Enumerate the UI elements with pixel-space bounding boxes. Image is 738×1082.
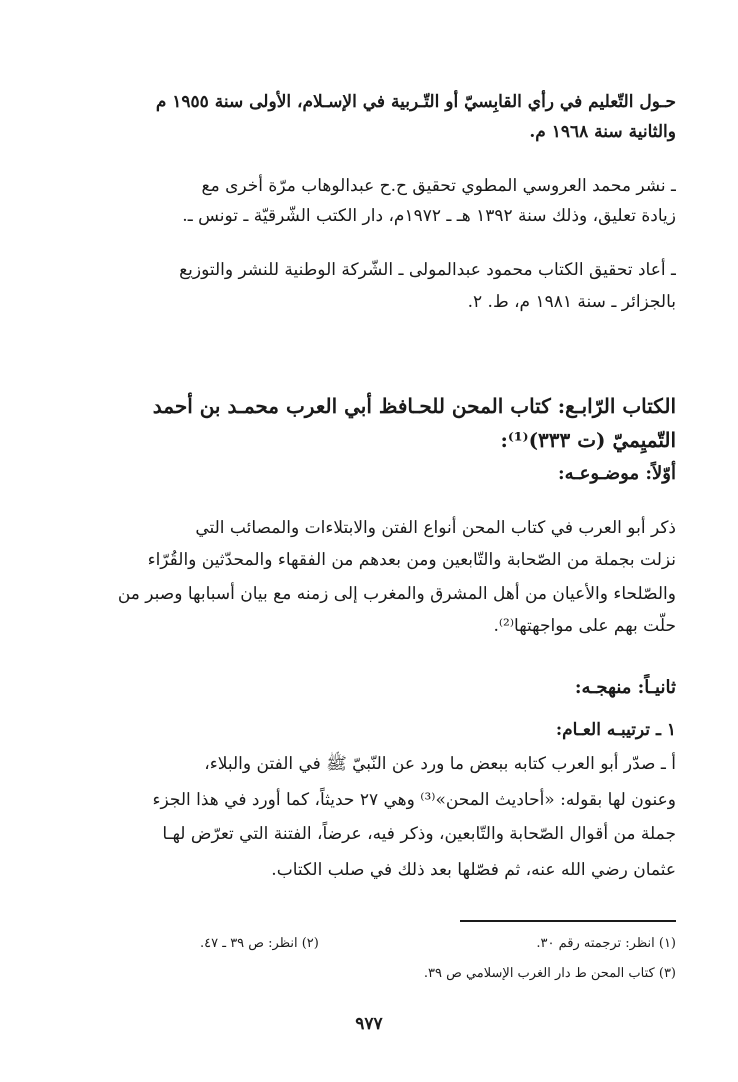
text-line: والثانية سنة ١٩٦٨ م.	[529, 122, 676, 142]
footnote: (٣) كتاب المحن ط دار الغرب الإسلامي ص ٣٩.	[423, 966, 676, 981]
section-title: الكتاب الرّابـع: كتاب المحن للحـافظ أبي العرب محمـد بن أحمد	[152, 394, 676, 418]
text-line: ذكر أبو العرب في كتاب المحن أنواع الفتن والابتلاءات والمصائب التي	[195, 518, 676, 538]
text-line: ـ أعاد تحقيق الكتاب محمود عبدالمولى ـ الشّركة الوطنية للنشر والتوزيع	[179, 260, 676, 280]
text-line: جملة من أقوال الصّحابة والتّابعين، وذكر فيه، عرضاً، الفتنة التي تعرّض لهـا	[162, 824, 676, 844]
text-line: زيادة تعليق، وذلك سنة ١٣٩٢ هـ ـ ١٩٧٢م، دار الكتب الشّرقيّة ـ تونس ـ.	[182, 206, 676, 226]
subheading: أوّلاً: موضـوعـه:	[558, 463, 676, 484]
footnote: (٢) انظر: ص ٣٩ ـ ٤٧.	[200, 936, 319, 951]
footnote: (١) انظر: ترجمته رقم ٣٠.	[536, 936, 676, 951]
text-line: ـ نشر محمد العروسي المطوي تحقيق ح.ح عبدالوهاب مرّة أخرى مع	[201, 176, 676, 196]
subheading: ثانيـاً: منهجـه:	[574, 677, 676, 698]
text-line: بالجزائر ـ سنة ١٩٨١ م، ط. ٢.	[467, 292, 676, 312]
text-line: أ ـ صدّر أبو العرب كتابه ببعض ما ورد عن النّبيّ ﷺ في الفتن والبلاء،	[204, 754, 676, 774]
text-line: وعنون لها بقوله: «أحاديث المحن»⁽³⁾ وهي ٢٧ حديثاً، كما أورد في هذا الجزء	[152, 790, 676, 810]
text-line: والصّلحاء والأعيان من أهل المشرق والمغرب إلى زمنه مع بيان أسبابها وصبر من	[117, 584, 676, 604]
text-line: نزلت بجملة من الصّحابة والتّابعين ومن بعدهم من الفقهاء والمحدّثين والقُرّاء	[147, 550, 676, 570]
page-number: ٩٧٧	[355, 1014, 383, 1034]
subheading: ١ ـ ترتيبـه العـام:	[555, 720, 676, 740]
text-line: حلّت بهم على مواجهتها⁽²⁾.	[493, 616, 676, 636]
text-line: حـول التّعليم في رأي القابِسيّ أو التّـربية في الإسـلام، الأولى سنة ١٩٥٥ م	[155, 92, 676, 112]
section-title: التّميِميّ (ت ٣٣٣)⁽¹⁾:	[500, 428, 676, 452]
footnote-rule	[460, 920, 676, 922]
text-line: عثمان رضي الله عنه، ثم فصّلها بعد ذلك في صلب الكتاب.	[271, 860, 676, 880]
